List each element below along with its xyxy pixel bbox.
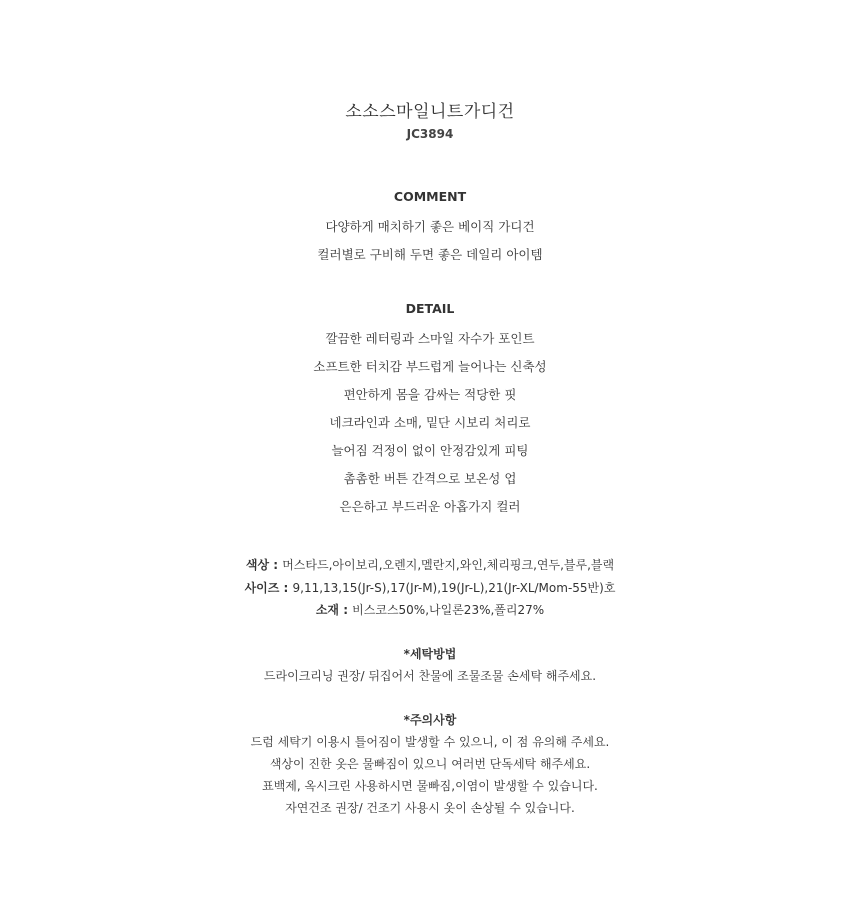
detail-line: 늘어짐 걱정이 없이 안정감있게 피팅 [331,443,529,458]
detail-line: 촘촘한 버튼 간격으로 보온성 업 [343,471,517,486]
caution-line: 표백제, 옥시크린 사용하시면 물빠짐,이염이 발생할 수 있습니다. [262,779,598,793]
caution-line: 자연건조 권장/ 건조기 사용시 옷이 손상될 수 있습니다. [285,801,575,815]
detail-line: 네크라인과 소매, 밑단 시보리 처리로 [329,415,531,430]
detail-heading: DETAIL [405,301,455,316]
detail-line: 은은하고 부드러운 아홉가지 컬러 [339,499,521,514]
spec-color-label: 색상 : [245,558,283,572]
detail-line: 소프트한 터치감 부드럽게 늘어나는 신축성 [313,359,547,374]
caution-heading: *주의사항 [403,713,457,727]
caution-line: 색상이 진한 옷은 물빠짐이 있으니 여러번 단독세탁 해주세요. [269,757,591,771]
washing-text: 드라이크리닝 권장/ 뒤집어서 찬물에 조물조물 손세탁 해주세요. [263,669,597,683]
caution-line: 드럼 세탁기 이용시 틀어짐이 발생할 수 있으니, 이 점 유의해 주세요. [250,735,610,749]
comment-line: 다양하게 매치하기 좋은 베이직 가디건 [325,219,535,234]
product-code: JC3894 [406,127,454,141]
spec-material-label: 소재 : [315,603,353,617]
product-title: 소소스마일니트가디건 [345,102,515,122]
comment-line: 컬러별로 구비해 두면 좋은 데일리 아이템 [317,247,543,262]
spec-color [0,556,860,573]
spec-size-label: 사이즈 : [244,581,293,595]
spec-material-value: 비스코스50%,나일론23%,폴리27% [352,603,545,617]
spec-material [0,601,860,618]
washing-heading: *세탁방법 [403,647,457,661]
detail-line: 깔끔한 레터링과 스마일 자수가 포인트 [325,331,535,346]
spec-size [0,579,860,596]
detail-line: 편안하게 몸을 감싸는 적당한 핏 [343,387,517,402]
comment-heading: COMMENT [393,189,467,204]
spec-size-value: 9,11,13,15(Jr-S),17(Jr-M),19(Jr-L),21(Jr-XL/Mom-55반)호 [292,581,616,595]
spec-color-value: 머스타드,아이보리,오렌지,멜란지,와인,체리핑크,연두,블루,블랙 [282,558,615,572]
